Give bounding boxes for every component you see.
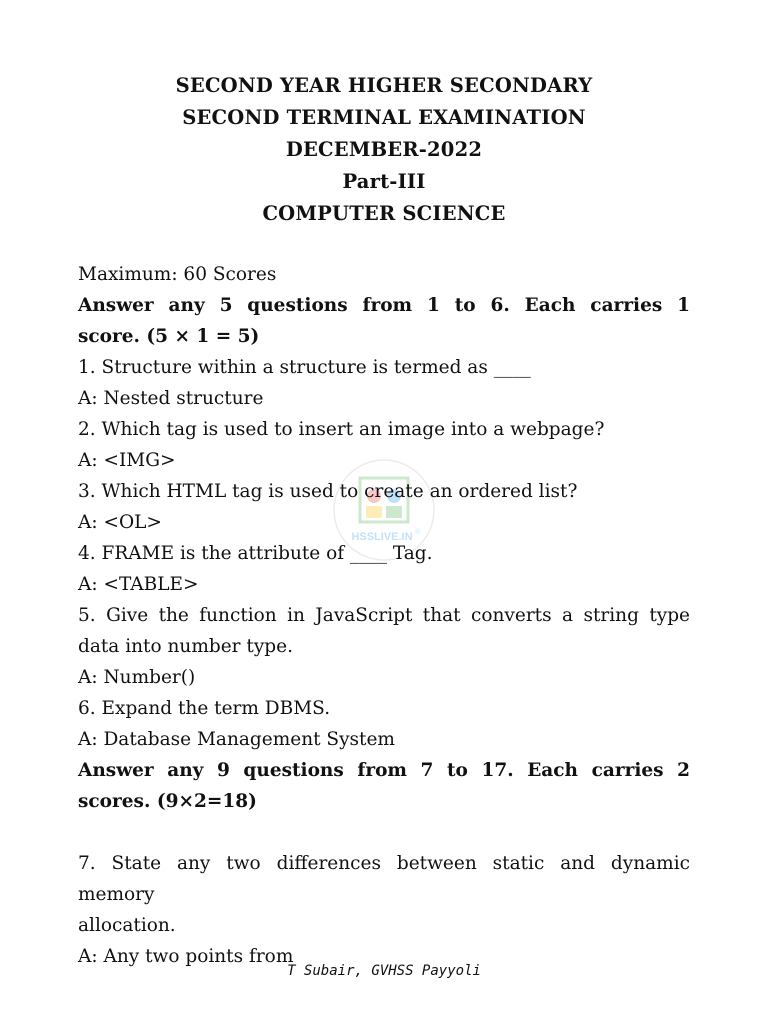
blank-gap [78,817,690,848]
q5-answer: A: Number() [78,667,196,688]
watermark-text: HSSLIVE.IN [351,531,413,543]
section1-instruction-line1: Answer any 5 questions from 1 to 6. Each carries 1 [78,295,690,316]
header-exam-name: SECOND TERMINAL EXAMINATION [182,106,586,129]
q1-question: 1. Structure within a structure is termed as ____ [78,357,531,378]
q6-answer: A: Database Management System [78,729,395,750]
q5-question-line2: data into number type. [78,636,293,657]
q1-answer: A: Nested structure [78,388,264,409]
q2-question: 2. Which tag is used to insert an image into a webpage? [78,419,605,440]
exam-body [78,259,690,972]
header-school-level: SECOND YEAR HIGHER SECONDARY [175,74,593,97]
q7-answer: A: Any two points from [78,946,294,967]
section1-instruction-line2: score. (5 × 1 = 5) [78,326,260,347]
section2-instruction-line2: scores. (9×2=18) [78,791,257,812]
section2-instruction-line1: Answer any 9 questions from 7 to 17. Each carries 2 [78,760,690,781]
header-part: Part-III [342,170,426,193]
q3-answer: A: <OL> [78,512,162,533]
q3-question: 3. Which HTML tag is used to create an ordered list? [78,481,578,502]
q7-question-line2: allocation. [78,915,176,936]
exam-header [0,70,768,230]
q4-question: 4. FRAME is the attribute of ____ Tag. [78,543,433,564]
watermark-registered-mark: ® [415,529,421,536]
q4-answer: A: <TABLE> [78,574,199,595]
q6-question: 6. Expand the term DBMS. [78,698,331,719]
q2-answer: A: <IMG> [78,450,176,471]
page-footer: T Subair, GVHSS Payyoli [287,963,481,979]
q7-question-line1: 7. State any two differences between static and dynamic memory [78,853,690,905]
q5-question-line1: 5. Give the function in JavaScript that converts a string type [78,605,690,626]
max-score: Maximum: 60 Scores [78,264,277,285]
header-subject: COMPUTER SCIENCE [262,202,506,225]
header-date: DECEMBER-2022 [285,138,483,161]
